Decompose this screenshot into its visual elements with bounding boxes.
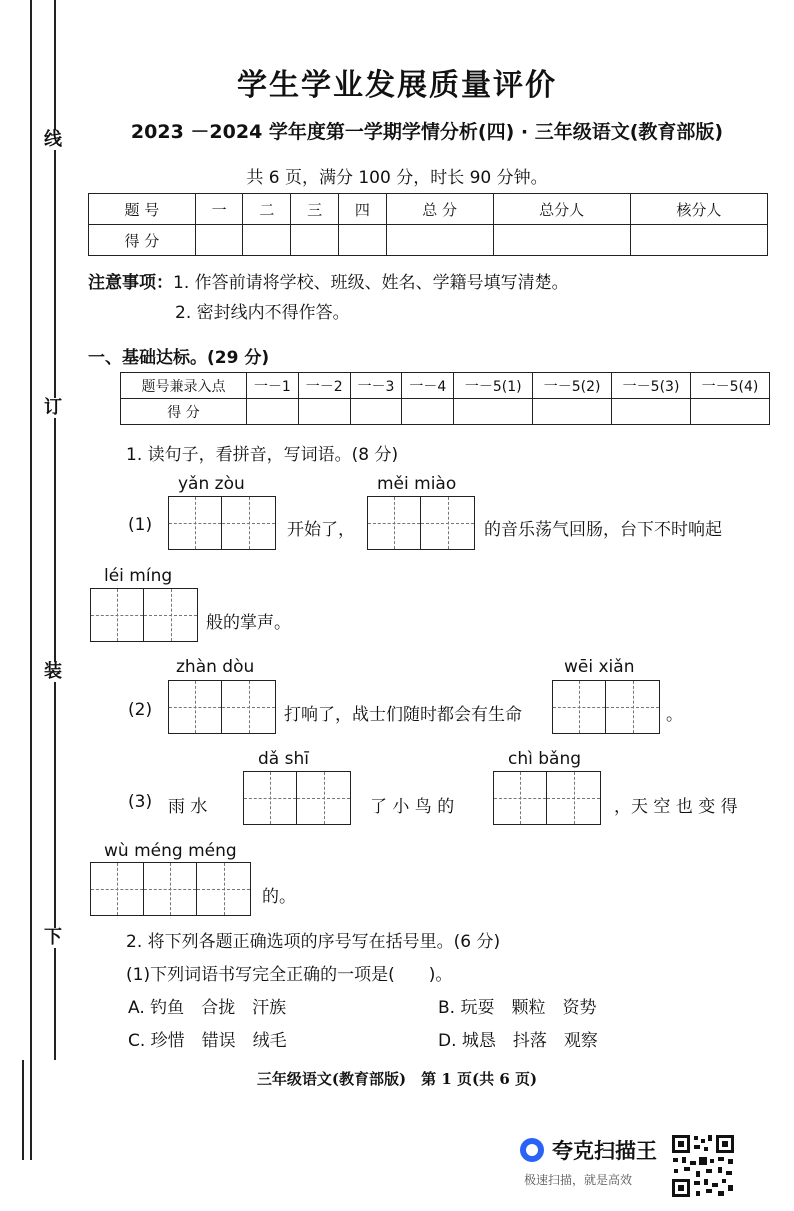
grid-cell[interactable] [169,497,222,549]
section-score-input[interactable] [691,399,770,425]
score-input-cell[interactable] [243,225,291,256]
grid-cell[interactable] [222,681,275,733]
section-score-input[interactable] [454,399,533,425]
write-grid-yanzou[interactable] [168,496,276,550]
quark-logo-icon [520,1138,544,1162]
grid-cell[interactable] [91,863,144,915]
grid-cell[interactable] [553,681,606,733]
write-grid-chibang[interactable] [493,771,601,825]
page-title: 学生学业发展质量评价 [237,68,557,103]
option-a[interactable]: A. 钓鱼 合拢 汗族 [128,998,287,1018]
sentence-3-text-c: ，天 空 也 变 得 [614,797,738,817]
section-table-cell: 一－5(4) [691,373,770,399]
section-score-input[interactable] [247,399,299,425]
score-table-cell: 总分人 [493,194,630,225]
sentence-3-text-a: 雨 水 [168,797,208,817]
sentence-1-text-c: 般的掌声。 [206,613,291,633]
section-score-input[interactable] [350,399,402,425]
section-table-cell: 一－1 [247,373,299,399]
write-grid-zhandou[interactable] [168,680,276,734]
section-table-cell: 一－2 [298,373,350,399]
brand-slogan: 极速扫描，就是高效 [524,1173,633,1187]
pinyin-meimiao: měi miào [377,474,457,494]
page-footer: 三年级语文(教育部版) 第 1 页(共 6 页) [256,1070,538,1088]
notice-line-1 [88,268,569,293]
write-grid-wumengmeng[interactable] [90,862,251,916]
score-input-cell[interactable] [493,225,630,256]
section-1-score-table [120,372,770,425]
pinyin-yanzou: yǎn zòu [178,474,245,494]
section-table-cell: 一－5(2) [533,373,612,399]
section-table-cell: 一－4 [402,373,454,399]
write-grid-meimiao[interactable] [367,496,475,550]
option-d[interactable]: D. 城恳 抖落 观察 [438,1031,598,1051]
section-table-header-row [121,373,770,399]
notice-label: 注意事项： [88,273,173,293]
brand-name: 夸克扫描王 [552,1139,657,1163]
pinyin-dashi: dǎ shī [258,749,309,769]
binding-label-xia: 下 [44,927,62,948]
grid-cell[interactable] [494,772,547,824]
option-b[interactable]: B. 玩耍 颗粒 资势 [438,998,597,1018]
section-1-heading: 一、基础达标。(29 分) [88,348,270,368]
qr-code-icon [670,1133,736,1199]
section-score-input[interactable] [402,399,454,425]
section-table-cell: 一－5(1) [454,373,533,399]
grid-cell[interactable] [297,772,350,824]
grid-cell[interactable] [368,497,421,549]
sentence-1-text-b: 的音乐荡气回肠，台下不时响起 [484,520,722,540]
section-table-cell: 一－5(3) [612,373,691,399]
sentence-3-number: (3) [128,792,153,812]
sentence-3-text-b: 了 小 鸟 的 [370,797,455,817]
pinyin-zhandou: zhàn dòu [176,657,255,677]
score-table-cell: 核分人 [630,194,767,225]
sentence-2-text-a: 打响了，战士们随时都会有生命 [284,705,522,725]
grid-cell[interactable] [91,589,144,641]
grid-cell[interactable] [606,681,659,733]
question-1-prompt: 1. 读句子，看拼音，写词语。(8 分) [126,445,399,465]
pinyin-weixian: wēi xiǎn [564,657,635,677]
score-table-cell: 四 [339,194,387,225]
binding-label-xian: 线 [44,129,62,150]
score-input-cell[interactable] [291,225,339,256]
grid-cell[interactable] [169,681,222,733]
score-table-score-row [89,225,768,256]
sentence-2-text-b: 。 [666,705,683,725]
page-subtitle: 2023 －2024 学年度第一学期学情分析(四) · 三年级语文(教育部版) [130,121,724,143]
write-grid-dashi[interactable] [243,771,351,825]
section-score-label: 得 分 [121,399,247,425]
pinyin-leiming: léi míng [104,566,173,586]
sentence-2-number: (2) [128,700,153,720]
score-table-cell: 总 分 [386,194,493,225]
section-score-input[interactable] [612,399,691,425]
binding-line-inner [54,0,56,1060]
section-score-input[interactable] [298,399,350,425]
pinyin-wumengmeng: wù méng méng [104,841,237,861]
binding-label-ding: 订 [44,397,62,418]
grid-cell[interactable] [144,589,197,641]
section-table-cell: 题号兼录入点 [121,373,247,399]
sentence-1-number: (1) [128,515,153,535]
score-input-cell[interactable] [195,225,243,256]
score-table-cell: 一 [195,194,243,225]
grid-cell[interactable] [222,497,275,549]
grid-cell[interactable] [547,772,600,824]
score-table-cell: 题 号 [89,194,196,225]
sentence-3-text-d: 的。 [262,887,296,907]
notice-item-2: 2. 密封线内不得作答。 [175,303,350,323]
score-input-cell[interactable] [386,225,493,256]
section-score-input[interactable] [533,399,612,425]
score-row-label: 得 分 [89,225,196,256]
write-grid-weixian[interactable] [552,680,660,734]
section-table-cell: 一－3 [350,373,402,399]
score-table-cell: 三 [291,194,339,225]
exam-meta: 共 6 页，满分 100 分，时长 90 分钟。 [246,168,548,188]
score-table-cell: 二 [243,194,291,225]
binding-line-outer [30,0,32,1060]
score-table [88,193,768,256]
question-2-prompt: 2. 将下列各题正确选项的序号写在括号里。(6 分) [126,932,501,952]
option-c[interactable]: C. 珍惜 错误 绒毛 [128,1031,287,1051]
sentence-1-text-a: 开始了， [287,520,355,540]
write-grid-leiming[interactable] [90,588,198,642]
score-input-cell[interactable] [339,225,387,256]
score-table-header-row [89,194,768,225]
grid-cell[interactable] [197,863,250,915]
score-input-cell[interactable] [630,225,767,256]
grid-cell[interactable] [244,772,297,824]
section-table-score-row [121,399,770,425]
binding-label-zhuang: 装 [44,661,62,682]
grid-cell[interactable] [421,497,474,549]
grid-cell[interactable] [144,863,197,915]
notice-item-1: 1. 作答前请将学校、班级、姓名、学籍号填写清楚。 [173,273,569,293]
question-2-sub-1: (1)下列词语书写完全正确的一项是( )。 [126,965,453,985]
pinyin-chibang: chì bǎng [508,749,582,769]
